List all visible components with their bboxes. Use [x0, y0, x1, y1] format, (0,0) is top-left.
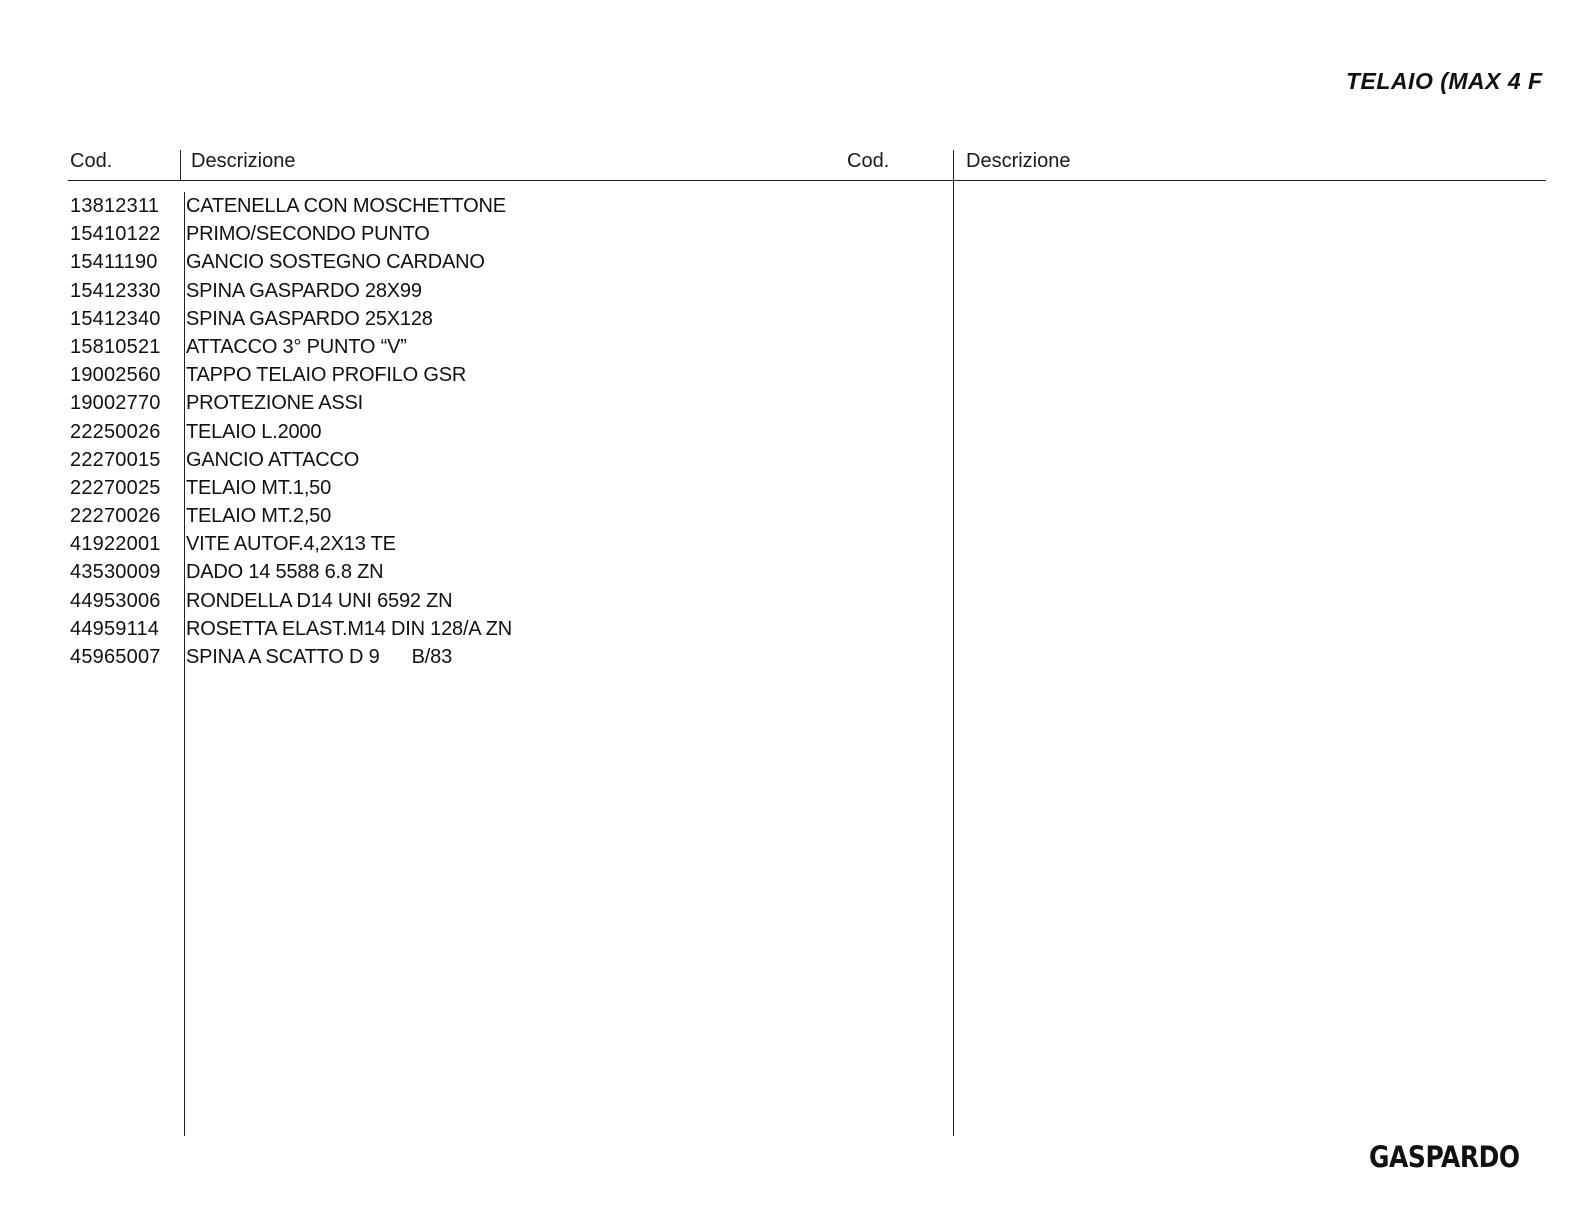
column-header-description-left: Descrizione: [191, 150, 296, 172]
part-code: 19002770: [70, 392, 161, 415]
table-row: [70, 587, 512, 615]
part-description: PROTEZIONE ASSI: [186, 392, 364, 415]
column-divider-center: [953, 150, 954, 1136]
table-row: [70, 418, 512, 446]
part-description: SPINA GASPARDO 25X128: [186, 307, 433, 330]
column-header-code-right: Cod.: [847, 150, 890, 172]
table-row: [70, 333, 512, 361]
part-description: TELAIO MT.1,50: [186, 476, 332, 499]
part-code: 15412340: [70, 307, 161, 330]
part-code: 22270015: [70, 448, 161, 471]
table-row: [70, 446, 512, 474]
table-row: [70, 192, 512, 220]
part-code: 19002560: [70, 364, 161, 387]
part-description: TELAIO MT.2,50: [186, 505, 332, 528]
part-description: TAPPO TELAIO PROFILO GSR: [186, 364, 467, 387]
table-row: [70, 305, 512, 333]
table-row: [70, 474, 512, 502]
part-code: 15412330: [70, 279, 161, 302]
part-code: 43530009: [70, 561, 161, 584]
part-code: 15410122: [70, 223, 161, 246]
part-code: 15411190: [70, 251, 158, 274]
part-description: SPINA A SCATTO D 9 B/83: [186, 646, 452, 668]
table-row: [70, 558, 512, 586]
table-row: [70, 248, 512, 276]
table-row: [70, 361, 512, 389]
table-row: [70, 530, 512, 558]
part-code: 41922001: [70, 533, 161, 556]
part-description: PRIMO/SECONDO PUNTO: [186, 223, 430, 246]
brand-logo: GASPARDO: [1369, 1140, 1520, 1174]
part-description: ATTACCO 3° PUNTO “V”: [186, 335, 407, 358]
table-row: [70, 389, 512, 417]
table-row: [70, 220, 512, 248]
table-row: [70, 643, 512, 671]
table-row: [70, 615, 512, 643]
part-code: 22270026: [70, 505, 161, 528]
parts-list: [70, 192, 512, 671]
part-description: CATENELLA CON MOSCHETTONE: [186, 195, 506, 217]
part-description: VITE AUTOF.4,2X13 TE: [186, 533, 396, 556]
column-header-code-left: Cod.: [70, 150, 113, 172]
table-row: [70, 277, 512, 305]
column-divider-header-left: [180, 150, 181, 180]
table-row: [70, 502, 512, 530]
part-code: 22250026: [70, 420, 161, 443]
part-code: 22270025: [70, 476, 161, 499]
part-description: ROSETTA ELAST.M14 DIN 128/A ZN: [186, 617, 512, 640]
header-divider: [68, 180, 1546, 181]
part-code: 15810521: [70, 335, 161, 358]
page-title: TELAIO (MAX 4 F: [1346, 68, 1543, 94]
column-header-description-right: Descrizione: [966, 150, 1071, 172]
part-description: TELAIO L.2000: [186, 420, 322, 443]
part-description: RONDELLA D14 UNI 6592 ZN: [186, 589, 453, 612]
part-code: 44959114: [70, 617, 160, 640]
part-code: 13812311: [70, 195, 160, 217]
part-code: 44953006: [70, 589, 161, 612]
part-description: DADO 14 5588 6.8 ZN: [186, 561, 384, 584]
part-code: 45965007: [70, 646, 161, 668]
part-description: GANCIO SOSTEGNO CARDANO: [186, 251, 485, 274]
part-description: SPINA GASPARDO 28X99: [186, 279, 422, 302]
part-description: GANCIO ATTACCO: [186, 448, 360, 471]
